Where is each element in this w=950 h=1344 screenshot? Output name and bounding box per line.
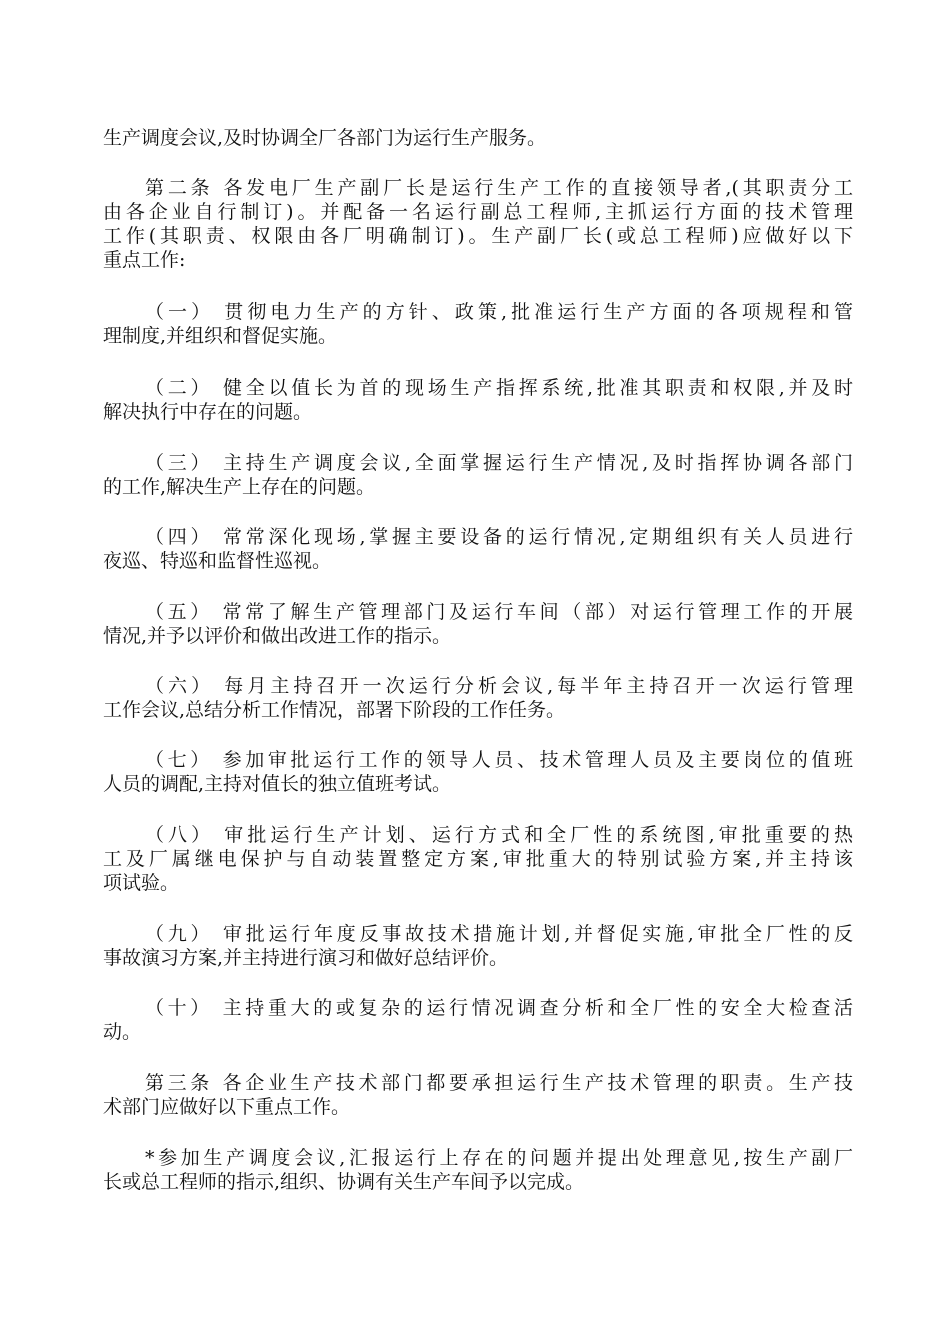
text-line: 第三条 各企业生产技术部门都要承担运行生产技术管理的职责。生产技 (145, 1072, 853, 1094)
paragraph-bullet-1 (103, 1146, 853, 1194)
paragraph-item-3 (103, 451, 853, 499)
text-line: （三） 主持生产调度会议,全面掌握运行生产情况,及时指挥协调各部门 (145, 452, 853, 474)
text-line: 第二条 各发电厂生产副厂长是运行生产工作的直接领导者,(其职责分工 (145, 177, 853, 199)
text-line: （四） 常常深化现场,掌握主要设备的运行情况,定期组织有关人员进行 (145, 526, 853, 548)
text-line: 工及厂属继电保护与自动装置整定方案,审批重大的特别试验方案,并主持该 (103, 848, 853, 870)
paragraph-item-7 (103, 748, 853, 796)
paragraph-item-8 (103, 823, 853, 895)
text-line: （八） 审批运行生产计划、运行方式和全厂性的系统图,审批重要的热 (145, 824, 853, 846)
text-line: 动。 (103, 1021, 142, 1043)
text-line: 理制度,并组织和督促实施。 (103, 325, 338, 347)
text-line: （一） 贯彻电力生产的方针、政策,批准运行生产方面的各项规程和管 (145, 301, 853, 323)
paragraph-item-10 (103, 996, 853, 1044)
text-line: 长或总工程师的指示,组织、协调有关生产车间予以完成。 (103, 1171, 585, 1193)
text-line: 人员的调配,主持对值长的独立值班考试。 (103, 773, 452, 795)
paragraph-item-1 (103, 300, 853, 348)
text-line: *参加生产调度会议,汇报运行上存在的问题并提出处理意见,按生产副厂 (145, 1147, 853, 1169)
text-line: 重点工作: (103, 249, 186, 271)
paragraph-1 (103, 126, 853, 150)
text-line: 工作(其职责、权限由各厂明确制订)。生产副厂长(或总工程师)应做好以下 (103, 225, 853, 247)
text-line: （十） 主持重大的或复杂的运行情况调查分析和全厂性的安全大检查活 (145, 997, 853, 1019)
paragraph-item-2 (103, 376, 853, 424)
text-line: 项试验。 (103, 872, 180, 894)
paragraph-article-3 (103, 1071, 853, 1119)
text-line: 工作会议,总结分析工作情况，部署下阶段的工作任务。 (103, 699, 566, 721)
text-line: 情况,并予以评价和做出改进工作的指示。 (103, 625, 452, 647)
text-line: 由各企业自行制订)。并配备一名运行副总工程师,主抓运行方面的技术管理 (103, 201, 853, 223)
text-line: 夜巡、特巡和监督性巡视。 (103, 550, 332, 572)
paragraph-item-6 (103, 674, 853, 722)
text-line: 生产调度会议,及时协调全厂各部门为运行生产服务。 (103, 127, 547, 149)
text-line: （六） 每月主持召开一次运行分析会议,每半年主持召开一次运行管理 (145, 675, 853, 697)
paragraph-item-4 (103, 525, 853, 573)
text-line: （七） 参加审批运行工作的领导人员、技术管理人员及主要岗位的值班 (145, 749, 853, 771)
text-line: 的工作,解决生产上存在的问题。 (103, 476, 376, 498)
paragraph-item-5 (103, 600, 853, 648)
paragraph-article-2 (103, 176, 853, 272)
text-line: （五） 常常了解生产管理部门及运行车间（部）对运行管理工作的开展 (145, 601, 853, 623)
text-line: 解决执行中存在的问题。 (103, 401, 313, 423)
text-line: （九） 审批运行年度反事故技术措施计划,并督促实施,审批全厂性的反 (145, 923, 853, 945)
paragraph-item-9 (103, 922, 853, 970)
text-line: （二） 健全以值长为首的现场生产指挥系统,批准其职责和权限,并及时 (145, 377, 853, 399)
text-line: 事故演习方案,并主持进行演习和做好总结评价。 (103, 947, 509, 969)
text-line: 术部门应做好以下重点工作。 (103, 1096, 351, 1118)
